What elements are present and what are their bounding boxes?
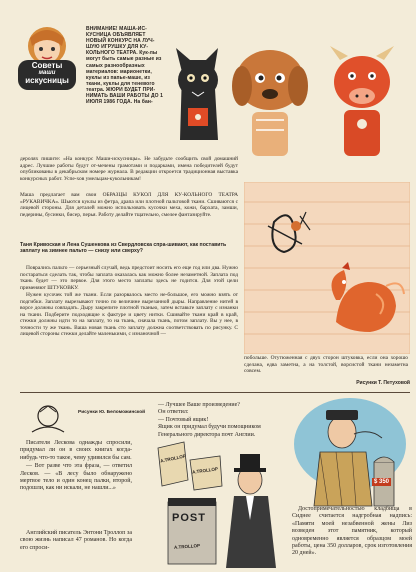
letter-label: A.TROLLOP [173,543,201,550]
leskov-text [20,440,132,494]
rubric-line-1: Советы [31,61,63,70]
rubric-line-3: искусницы [25,76,69,85]
gravestone-illustration [290,398,410,508]
dialog-text: — Лучшее Ваше произведение? Он ответил: — Почтовый ящик! Ящик он придумал будучи помощником Генерального директора почт Англии. [158,402,261,438]
trollope-text: Английский писатель Энтони Троллоп за свою жизнь написал 47 романов. Но когда его спроси- [20,530,132,551]
paragraph-dolls: Маша предлагает вам свои ОБРАЗЦЫ КУКОЛ ДЛЯ КУ-КОЛЬНОГО ТЕАТРА «РУКАВИЧКА». Шьются куклы из фетра, драпа или плотной пальтовой ткани. Сшиваются с лицевой стороны. Для деталей можно использовать кусочки меха, кожи, бархата, замши, педерины, бусинки, бисер, перья. Работу делайте тщательно, смелее фантазируйте. [20,192,238,218]
cow-puppet [330,46,394,156]
rubric-title [18,22,76,92]
figure-caption-top: Рисунки Т. Петуховой [356,380,410,386]
price-tag: $ 350 [374,479,390,485]
intro-announcement: ВНИМАНИЕ! МАША-ИС-КУСНИЦА ОБЪЯВЛЯЕТ НОВЫЙ КОНКУРС НА ЛУЧ-ШУЮ ИГРУШКУ ДЛЯ КУ-КОЛЬНОГО ТЕАТРА. Кук-лы могут быть самые разные из самых разнообразных материалов: марионетки, куклы из папье-маше, из ткани, куклы для теневого театра. ЖЮРИ БУДЕТ ПРИ-НИМАТЬ ВАШИ РАБОТЫ ДО 1 ИЮЛЯ 1986 ГОДА. На бан- [86,26,163,106]
dog-puppet [232,50,308,156]
answer-paragraph: Нужен кусочек той же ткани. Если разорвалось место не-большое, его можно взять от подгибки. Заплату вырезывают точно по величине вырезанной дыры. Направление нитей в ворсе должны совпадать. Дыру закрепите плотной тканью, затем вставьте заплату с изнанки на ткани. Подберите подходящие к фактуре и цвету нитки. Сшивайте ткани край в край, стежки должны идти то на заплату, то на ткань, сначала ткань, потом заплату. Вы у нее, в точности ту же ткань. Ваша новая ткань сто заплату должна соответствовать по рисунку. С лицевой стороны стежки делайте маленькими, с изнаночной — [20,292,238,337]
decorative-ornament-icon [22,402,74,440]
puppet-illustration [172,20,410,170]
intro-continued: деролях пишите: «На конкурс Маши-искусницы». Не забудьте сообщить свой домашний адрес. Лучшие работы будут от-мечены грамотами и подарками, имена победителей будут опубликованы в декабрьском номере журнала. В редакции откроется традиционная выставка конкурсных работ. Успе-хов умельцам-кукольникам! [20,156,238,182]
patch-illustration [244,182,410,354]
reader-question: Таня Кривоская и Лена Сушенкова из Свердловска спра-шивают, как поставить заплату на зимнее пальто — снизу или сверху? [20,242,227,255]
figure-caption-bottom: Рисунки Ю. Беломожинской [78,410,146,415]
post-box-label: POST [172,512,206,524]
answer-paragraph: Поврались пальто — серьезный случай, ведь предстоит носить его еще год или два. Нужно постараться сделать так, чтобы заплата оказалась как можно более незаметной. Заплата под ткань будет — это первое. Для этого место заплаты здесь не годится. Для этой цели применяют ШТУКОВКУ. [20,265,238,291]
leskov-paragraph: Писателя Лескова однажды спросили, придумал ли он в своих книгах когда-нибудь что-то такое, чему удивился бы сам. [20,440,132,461]
leskov-paragraph: — Вот разве что эта фраза, — ответил Лесков. — «В лесу было обнаружено мертвое тело и один конец палки, второй, подошли, как ни искали, не нашли...» [20,463,132,492]
answer-text [20,265,238,365]
post-box-illustration [138,440,278,568]
letter-label: A.TROLLOP [191,466,219,475]
answer-end: побольше. Отутюженная с двух сторон штуковка, если она хорошо сделана, едва заметна, а на толстой, ворсистой ткани незаметна совсем. [244,355,408,374]
divider [20,392,410,393]
letter-label: A.TROLLOP [159,453,187,464]
rubric-line-2: маши [38,70,56,76]
sydney-text: Достопримечательностью кладбища в Сиднее считается надгробная надпись: «Памяти моей незабвенной жены Лиз возведен этот памятник, который одновременно является образцом моей работы, цена 350 долларов, срок изготовления 20 дней». [292,506,412,557]
cat-puppet [176,48,218,140]
